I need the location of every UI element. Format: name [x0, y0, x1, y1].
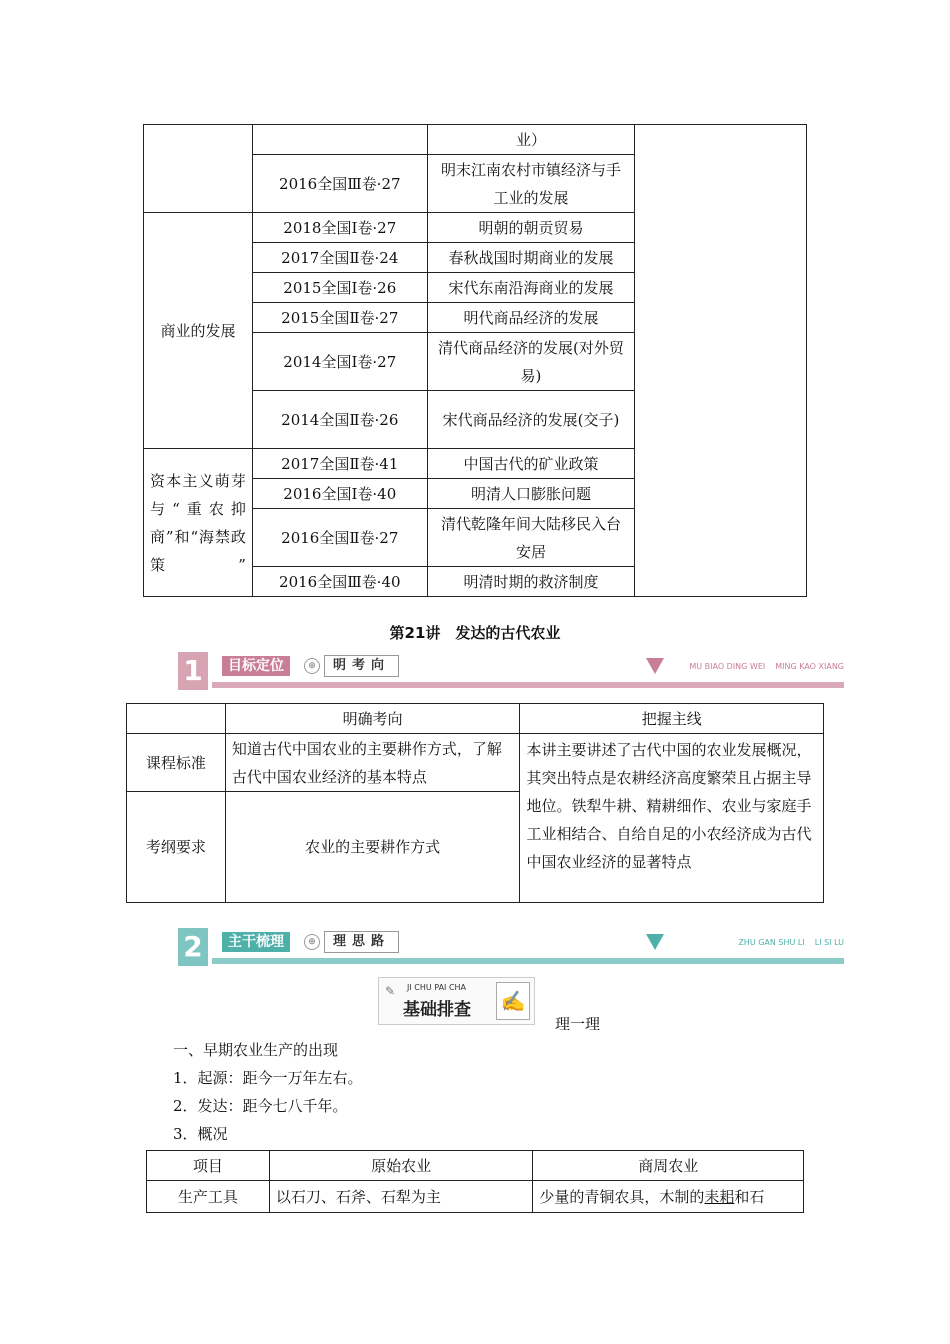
review-note: 理一理	[555, 1015, 601, 1033]
shangzhou-tools: 少量的青铜农具，木制的耒耜和石	[533, 1181, 804, 1213]
section-tag: 目标定位	[222, 656, 290, 676]
header-cell: 明确考向	[225, 704, 520, 734]
section-number: 2	[178, 928, 208, 966]
outline-item: 3．概况	[173, 1125, 228, 1143]
header-cell: 原始农业	[269, 1151, 533, 1181]
topic-cell	[144, 125, 253, 213]
banner-bar	[212, 958, 844, 964]
exam-cell: 2016全国Ⅲ卷·40	[252, 567, 427, 597]
main-line-text: 本讲主要讲述了古代中国的农业发展概况，其突出特点是农耕经济高度繁荣且占据主导地位。铁犁牛耕、精耕细作、农业与家庭手工业相结合、自给自足的小农经济成为古代中国农业经济的显著特点	[520, 734, 824, 903]
badge-title: 基础排查	[403, 1000, 471, 1020]
content-cell: 明清时期的救济制度	[427, 567, 635, 597]
exam-cell: 2018全国Ⅰ卷·27	[252, 213, 427, 243]
lesson-title: 第21讲 发达的古代农业	[389, 624, 561, 642]
exam-table	[143, 124, 807, 597]
banner-bar	[212, 682, 844, 688]
content-cell: 明清人口膨胀问题	[427, 479, 635, 509]
outline-item: 1．起源：距今一万年左右。	[173, 1069, 363, 1087]
exam-cell: 2017全国Ⅱ卷·41	[252, 449, 427, 479]
exam-cell	[252, 125, 427, 155]
outline-heading: 一、早期农业生产的出现	[173, 1041, 339, 1059]
exam-cell: 2015全国Ⅱ卷·27	[252, 303, 427, 333]
corner-cell	[127, 704, 226, 734]
header-cell: 项目	[147, 1151, 270, 1181]
empty-column	[635, 125, 807, 597]
outline-item: 2．发达：距今七八千年。	[173, 1097, 348, 1115]
underlined-term: 耒耜	[704, 1187, 735, 1206]
banner-pinyin: ZHU GAN SHU LI LI SI LU	[738, 938, 844, 947]
exam-cell: 2016全国Ⅱ卷·27	[252, 509, 427, 567]
arrow-circle-icon: ⊕	[304, 658, 320, 674]
exam-cell: 2014全国Ⅰ卷·27	[252, 333, 427, 391]
header-cell: 把握主线	[520, 704, 824, 734]
content-cell: 明朝的朝贡贸易	[427, 213, 635, 243]
header-cell: 商周农业	[533, 1151, 804, 1181]
exam-requirement: 农业的主要耕作方式	[225, 792, 520, 903]
content-cell: 业）	[427, 125, 635, 155]
row-label: 课程标准	[127, 734, 226, 792]
banner-pinyin: MU BIAO DING WEI MING KAO XIANG	[689, 662, 844, 671]
content-cell: 明末江南农村市镇经济与手工业的发展	[427, 155, 635, 213]
curriculum-standard: 知道古代中国农业的主要耕作方式，了解古代中国农业经济的基本特点	[225, 734, 520, 792]
basic-check-badge	[378, 977, 535, 1025]
content-cell: 宋代商品经济的发展(交子)	[427, 391, 635, 449]
arrow-circle-icon: ⊕	[304, 934, 320, 950]
content-cell: 明代商品经济的发展	[427, 303, 635, 333]
bookmark-icon: ✎	[385, 984, 396, 998]
content-cell: 清代商品经济的发展(对外贸易)	[427, 333, 635, 391]
content-cell: 宋代东南沿海商业的发展	[427, 273, 635, 303]
exam-cell: 2016全国Ⅰ卷·40	[252, 479, 427, 509]
primitive-tools: 以石刀、石斧、石犁为主	[269, 1181, 533, 1213]
section-tag: 主干梳理	[222, 932, 290, 952]
row-label: 考纲要求	[127, 792, 226, 903]
exam-cell: 2016全国Ⅲ卷·27	[252, 155, 427, 213]
goal-table	[126, 703, 824, 903]
section-subtitle: 明考向	[324, 655, 399, 677]
banner-goal	[178, 652, 844, 690]
section-number: 1	[178, 652, 208, 690]
exam-cell: 2014全国Ⅱ卷·26	[252, 391, 427, 449]
content-cell: 清代乾隆年间大陆移民入台安居	[427, 509, 635, 567]
v-mark-icon	[646, 658, 664, 674]
banner-outline	[178, 928, 844, 966]
topic-cell: 商业的发展	[144, 213, 253, 449]
row-label: 生产工具	[147, 1181, 270, 1213]
exam-cell: 2015全国Ⅰ卷·26	[252, 273, 427, 303]
overview-table	[146, 1150, 804, 1213]
content-cell: 中国古代的矿业政策	[427, 449, 635, 479]
v-mark-icon	[646, 934, 664, 950]
notebook-icon: ✍	[496, 982, 530, 1020]
content-cell: 春秋战国时期商业的发展	[427, 243, 635, 273]
badge-pinyin: JI CHU PAI CHA	[407, 983, 467, 992]
section-subtitle: 理思路	[324, 931, 399, 953]
exam-cell: 2017全国Ⅱ卷·24	[252, 243, 427, 273]
topic-cell: 资本主义萌芽与“重农抑商”和“海禁政策”	[144, 449, 253, 597]
